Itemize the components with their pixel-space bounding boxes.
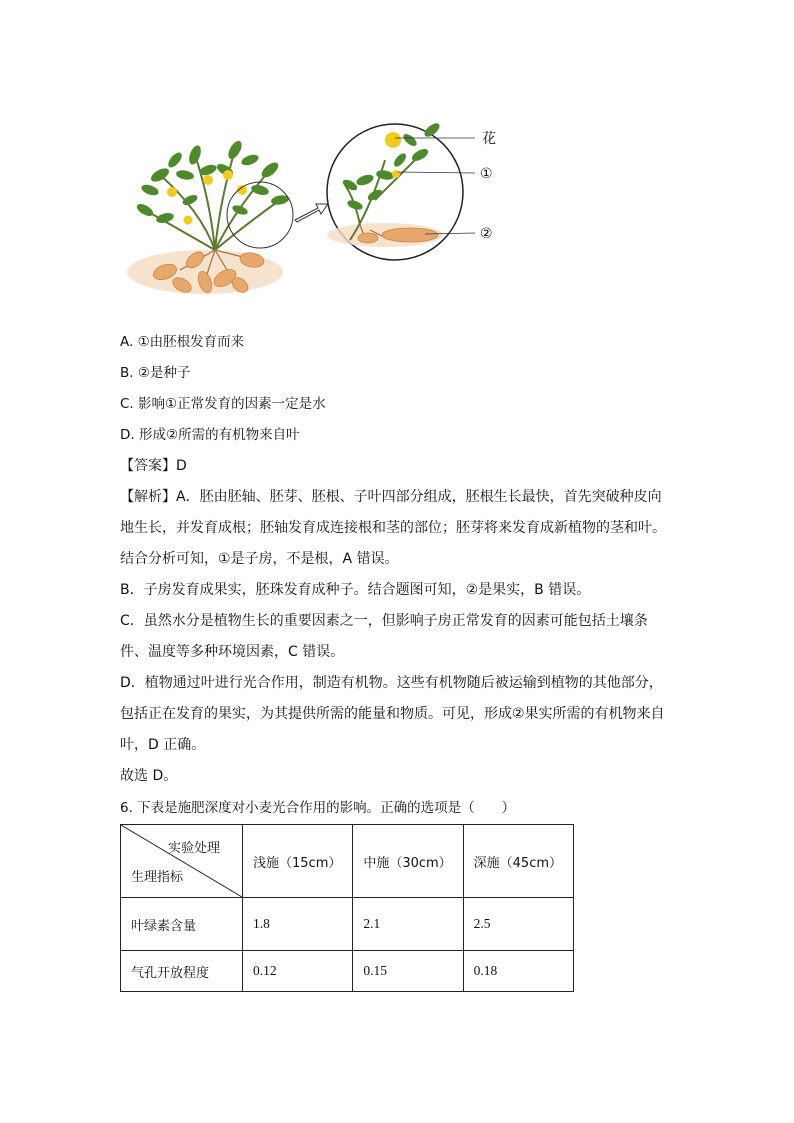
label-1: ① (480, 166, 493, 182)
option-a: A. ①由胚根发育而来 (120, 334, 245, 350)
analysis-line: C．虽然水分是植物生长的重要因素之一，但影响子房正常发育的因素可能包括土壤条 (120, 613, 648, 629)
analysis-line: 地生长，并发育成根；胚轴发育成连接根和茎的部位；胚芽将来发育成新植物的茎和叶。 (120, 520, 666, 536)
table-cell: 0.18 (463, 951, 573, 992)
option-c: C. 影响①正常发育的因素一定是水 (120, 396, 326, 412)
header-treatment-label: 实验处理 (167, 841, 220, 856)
answer-line: 【答案】D (120, 458, 187, 474)
label-2: ② (480, 226, 493, 242)
analysis-line: 包括正在发育的果实，为其提供所需的能量和物质。可见，形成②果实所需的有机物来自 (120, 706, 665, 722)
label-flower: 花 (482, 131, 496, 147)
header-index-label: 生理指标 (131, 870, 184, 885)
peanut-plant-figure (120, 100, 520, 310)
table-cell: 0.12 (243, 951, 353, 992)
table-cell: 0.15 (353, 951, 463, 992)
table-row (121, 951, 574, 992)
option-d: D. 形成②所需的有机物来自叶 (120, 427, 300, 443)
question-6: 6. 下表是施肥深度对小麦光合作用的影响。正确的选项是（ ） (120, 800, 516, 816)
table-cell: 2.1 (353, 898, 463, 951)
row-label: 叶绿素含量 (121, 898, 243, 951)
option-b: B. ②是种子 (120, 365, 191, 381)
analysis-line: 叶，D 正确。 (120, 737, 206, 753)
analysis-line: D．植物通过叶进行光合作用，制造有机物。这些有机物随后被运输到植物的其他部分， (120, 675, 663, 691)
analysis-line: 件、温度等多种环境因素，C 错误。 (120, 644, 345, 660)
analysis-line: 【解析】A．胚由胚轴、胚芽、胚根、子叶四部分组成，胚根生长最快，首先突破种皮向 (120, 489, 662, 505)
table-header-row (121, 825, 574, 898)
table-cell: 1.8 (243, 898, 353, 951)
row-label: 气孔开放程度 (121, 951, 243, 992)
column-header: 浅施（15cm） (243, 825, 353, 898)
analysis-line: 故选 D。 (120, 768, 178, 784)
header-diagonal-cell (121, 825, 243, 898)
table-cell: 2.5 (463, 898, 573, 951)
diagonal-line (121, 825, 242, 897)
column-header: 深施（45cm） (463, 825, 573, 898)
analysis-line: 结合分析可知，①是子房，不是根，A 错误。 (120, 551, 399, 567)
data-table (120, 824, 574, 992)
table-row (121, 898, 574, 951)
analysis-line: B．子房发育成果实，胚珠发育成种子。结合题图可知，②是果实，B 错误。 (120, 582, 591, 598)
column-header: 中施（30cm） (353, 825, 463, 898)
